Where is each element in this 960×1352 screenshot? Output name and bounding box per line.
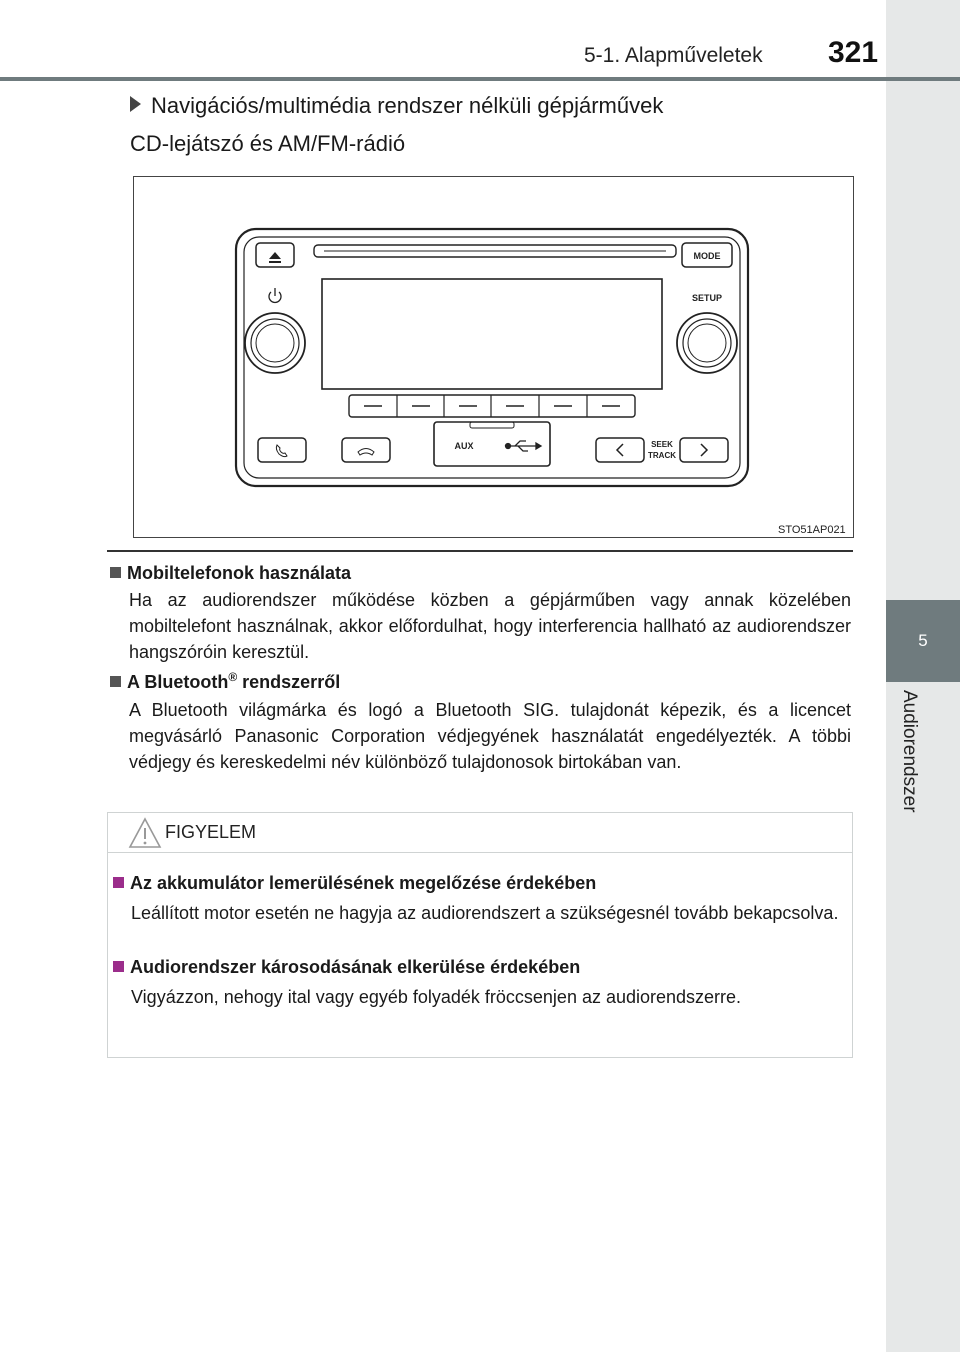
- aux-usb-panel: [434, 422, 550, 466]
- chevron-right-icon: [701, 444, 707, 456]
- volume-knob: [245, 313, 305, 373]
- square-bullet-icon: [110, 567, 121, 578]
- eject-icon: [269, 252, 281, 263]
- seek-label: SEEK: [651, 440, 673, 449]
- tune-knob: [677, 313, 737, 373]
- header-rule: [0, 77, 960, 81]
- seek-back-button: [596, 438, 644, 462]
- section-heading-text: Navigációs/multimédia rendszer nélküli gépjárművek: [151, 93, 664, 118]
- chapter-label-text: Audiorendszer: [899, 690, 920, 813]
- square-bullet-icon: [113, 877, 124, 888]
- mode-button-label: MODE: [693, 251, 721, 261]
- audio-unit-figure: [133, 176, 854, 538]
- warning-title: FIGYELEM: [165, 822, 257, 842]
- warning-item-body-damage: Vigyázzon, nehogy ital vagy egyéb folyadék fröccsenjen az audiorendszerre.: [131, 987, 742, 1007]
- phone-pickup-button: [258, 438, 306, 462]
- chapter-label: [898, 690, 938, 830]
- chapter-tab[interactable]: [886, 600, 960, 682]
- figure-bottom-rule: [107, 550, 853, 552]
- power-icon: [269, 288, 281, 302]
- phone-hangup-button: [342, 438, 390, 462]
- display-screen: [322, 279, 662, 389]
- usb-icon: [506, 441, 542, 451]
- warning-box: [107, 812, 853, 1058]
- audio-unit-illustration: [134, 177, 853, 537]
- warning-item-title-battery: Az akkumulátor lemerülésének megelőzése érdekében: [113, 873, 596, 894]
- phone-hangup-icon: [358, 449, 374, 456]
- preset-button-row: [349, 395, 635, 417]
- section-heading: [130, 93, 663, 119]
- warning-item-body-battery: Leállított motor esetén ne hagyja az audiorendszert a szükségesnél tovább bekapcsolva.: [131, 903, 839, 923]
- square-bullet-icon: [110, 676, 121, 687]
- section-title-mobile: Mobiltelefonok használata: [110, 563, 351, 584]
- warning-item-title-damage: Audiorendszer károsodásának elkerülése érdekében: [113, 957, 580, 978]
- section-body-bluetooth: A Bluetooth világmárka és logó a Bluetooth SIG. tulajdonát képezik, és a licencet megvásárló Panasonic Corporation védjegyének használatát engedélyezték. A többi védjegy és kereskedelmi név különböző tulajdonosok birtokában van.: [129, 700, 851, 772]
- seek-forward-button: [680, 438, 728, 462]
- phone-pickup-icon: [276, 445, 287, 457]
- section-title-bluetooth: A Bluetooth® rendszerről: [110, 670, 340, 693]
- square-bullet-icon: [113, 961, 124, 972]
- chevron-left-icon: [617, 444, 623, 456]
- figure-code: STO51AP021: [778, 524, 846, 536]
- aux-label: AUX: [454, 441, 474, 451]
- section-subtitle: CD-lejátszó és AM/FM-rádió: [130, 131, 406, 156]
- chapter-number: 5: [918, 631, 928, 650]
- section-body-mobile: Ha az audiorendszer működése közben a gépjárműben vagy annak közelében mobiltelefont használnak, akkor előfordulhat, hogy interferencia hallható az audiorendszer hangszóróin keresztül.: [129, 590, 851, 662]
- warning-header-rule: [107, 852, 853, 853]
- running-header: 5-1. Alapműveletek: [584, 44, 763, 67]
- track-label: TRACK: [648, 451, 676, 460]
- triangle-bullet-icon: [130, 96, 141, 112]
- warning-triangle-icon: [128, 817, 162, 849]
- page-number: 321: [828, 36, 879, 69]
- setup-label: SETUP: [691, 293, 723, 303]
